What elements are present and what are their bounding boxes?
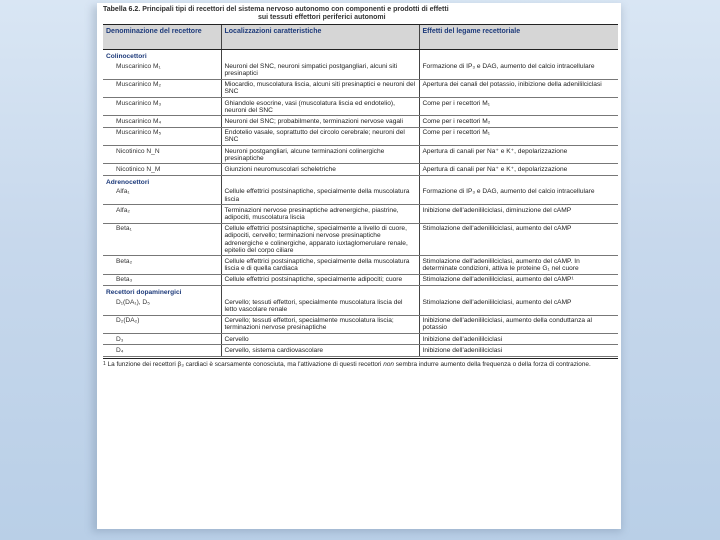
receptor-name-cell: Muscarinico M₁ xyxy=(103,61,221,79)
location-cell: Neuroni postgangliari, alcune terminazioni colinergiche presinaptiche xyxy=(221,146,419,164)
receptor-name-cell: Muscarinico M₄ xyxy=(103,116,221,127)
effect-cell: Come per i recettori M₁ xyxy=(419,127,618,145)
table-title-line1: Principali tipi di recettori del sistema nervoso autonomo con componenti e prodotti di effetti xyxy=(142,6,449,13)
table-header-row xyxy=(103,25,618,50)
document-page xyxy=(97,3,621,529)
table-row xyxy=(103,116,618,127)
table-row xyxy=(103,334,618,345)
table-body xyxy=(103,50,618,357)
location-cell: Endotelio vasale, soprattutto del circolo cerebrale; neuroni del SNC xyxy=(221,127,419,145)
location-cell: Cellule effettrici postsinaptiche, specialmente adipociti; cuore xyxy=(221,274,419,285)
header-locations: Localizzazioni caratteristiche xyxy=(221,25,419,50)
group-spacer xyxy=(419,50,618,62)
footnote-mark: 1 xyxy=(103,360,106,367)
table-row xyxy=(103,345,618,356)
location-cell: Neuroni del SNC, neuroni simpatici postgangliari, alcuni siti presinaptici xyxy=(221,61,419,79)
table-row xyxy=(103,127,618,145)
header-effects: Effetti del legame recettoriale xyxy=(419,25,618,50)
receptor-table xyxy=(103,24,618,357)
table-title-label: Tabella 6.2. xyxy=(103,6,141,13)
receptor-name-cell: Muscarinico M₃ xyxy=(103,98,221,116)
effect-cell: Stimolazione dell'adenililciclasi, aumento del cAMP xyxy=(419,223,618,256)
group-title: Colinocettori xyxy=(106,53,147,60)
effect-cell: Come per i recettori M₁ xyxy=(419,98,618,116)
effect-cell: Stimolazione dell'adenililciclasi, aumento del cAMP¹ xyxy=(419,274,618,285)
effect-cell: Apertura dei canali del potassio, inibizione della adenililciclasi xyxy=(419,79,618,97)
effect-cell: Inibizione dell'adenililciclasi xyxy=(419,345,618,356)
receptor-name-cell: Alfa₁ xyxy=(103,187,221,205)
receptor-name-cell: D₁(DA₁), D₅ xyxy=(103,297,221,315)
table-row xyxy=(103,79,618,97)
location-cell: Cervello; tessuti effettori, specialmente muscolatura liscia del letto vascolare renale xyxy=(221,297,419,315)
effect-cell: Stimolazione dell'adenililciclasi, aumento del cAMP xyxy=(419,297,618,315)
receptor-name-cell: D₃ xyxy=(103,334,221,345)
table-row xyxy=(103,315,618,333)
footnote-text-a: La funzione dei recettori β₃ cardiaci è scarsamente conosciuta, ma l'attivazione di questi recettori xyxy=(107,360,382,368)
receptor-name-cell: Muscarinico M₅ xyxy=(103,127,221,145)
footnote-text-em: non xyxy=(383,360,394,368)
group-spacer xyxy=(221,286,419,298)
location-cell: Cellule effettrici postsinaptiche, specialmente della muscolatura liscia xyxy=(221,187,419,205)
effect-cell: Apertura di canali per Na⁺ e K⁺, depolarizzazione xyxy=(419,164,618,175)
receptor-name-cell: Beta₁ xyxy=(103,223,221,256)
location-cell: Cellule effettrici postsinaptiche, specialmente della muscolatura liscia e di quella cardiaca xyxy=(221,256,419,274)
receptor-name-cell: Beta₂ xyxy=(103,256,221,274)
header-receptor-name: Denominazione del recettore xyxy=(103,25,221,50)
group-title: Adrenocettori xyxy=(106,178,150,186)
receptor-name-cell: Nicotinico N_M xyxy=(103,164,221,175)
effect-cell: Come per i recettori M₂ xyxy=(419,116,618,127)
receptor-name-cell: Nicotinico N_N xyxy=(103,146,221,164)
location-cell: Cervello xyxy=(221,334,419,345)
group-spacer xyxy=(221,50,419,62)
footnote-text-b: sembra indurre aumento della frequenza o della forza di contrazione. xyxy=(395,360,591,368)
location-cell: Cervello; tessuti effettori, specialmente muscolatura liscia; terminazioni nervose presinaptiche xyxy=(221,315,419,333)
receptor-name-cell: Muscarinico M₂ xyxy=(103,79,221,97)
group-spacer xyxy=(419,286,618,298)
table-row xyxy=(103,61,618,79)
table-title xyxy=(103,6,617,22)
location-cell: Ghiandole esocrine, vasi (muscolatura liscia ed endotelio), neuroni del SNC xyxy=(221,98,419,116)
location-cell: Neuroni del SNC; probabilmente, terminazioni nervose vagali xyxy=(221,116,419,127)
location-cell: Cellule effettrici postsinaptiche, specialmente a livello di cuore, adipociti, cervello; terminazioni nervose presinaptiche adrenergiche e colinergiche, apparato iuxtaglomerulare renale, epitelio del corpo ciliare xyxy=(221,223,419,256)
receptor-name-cell: Alfa₂ xyxy=(103,205,221,223)
table-row xyxy=(103,256,618,274)
table-row xyxy=(103,164,618,175)
group-spacer xyxy=(221,175,419,187)
effect-cell: Formazione di IP₃ e DAG, aumento del calcio intracellulare xyxy=(419,61,618,79)
group-header-row xyxy=(103,175,618,187)
table-row xyxy=(103,98,618,116)
effect-cell: Inibizione dell'adenililciclasi, diminuzione del cAMP xyxy=(419,205,618,223)
effect-cell: Inibizione dell'adenililciclasi xyxy=(419,334,618,345)
group-header-row xyxy=(103,286,618,298)
table-title-line2: sui tessuti effettori periferici autonomi xyxy=(258,14,386,21)
table-footnote xyxy=(103,358,618,368)
receptor-name-cell: D₂(DA₂) xyxy=(103,315,221,333)
effect-cell: Formazione di IP₃ e DAG, aumento del calcio intracellulare xyxy=(419,187,618,205)
location-cell: Cervello, sistema cardiovascolare xyxy=(221,345,419,356)
table-row xyxy=(103,223,618,256)
table-row xyxy=(103,205,618,223)
table-row xyxy=(103,146,618,164)
group-spacer xyxy=(419,175,618,187)
table-row xyxy=(103,187,618,205)
table-row xyxy=(103,274,618,285)
receptor-name-cell: Beta₃ xyxy=(103,274,221,285)
location-cell: Terminazioni nervose presinaptiche adrenergiche, piastrine, adipociti, muscolatura liscia xyxy=(221,205,419,223)
table-row xyxy=(103,297,618,315)
effect-cell: Apertura di canali per Na⁺ e K⁺, depolarizzazione xyxy=(419,146,618,164)
location-cell: Miocardio, muscolatura liscia, alcuni siti presinaptici e neuroni del SNC xyxy=(221,79,419,97)
location-cell: Giunzioni neuromuscolari scheletriche xyxy=(221,164,419,175)
receptor-name-cell: D₄ xyxy=(103,345,221,356)
group-title: Recettori dopaminergici xyxy=(106,289,182,297)
group-header-row xyxy=(103,50,618,62)
effect-cell: Stimolazione dell'adenililciclasi, aumento del cAMP. In determinate condizioni, attiva le proteine G₁ nel cuore xyxy=(419,256,618,274)
effect-cell: Inibizione dell'adenililciclasi, aumento della conduttanza al potassio xyxy=(419,315,618,333)
